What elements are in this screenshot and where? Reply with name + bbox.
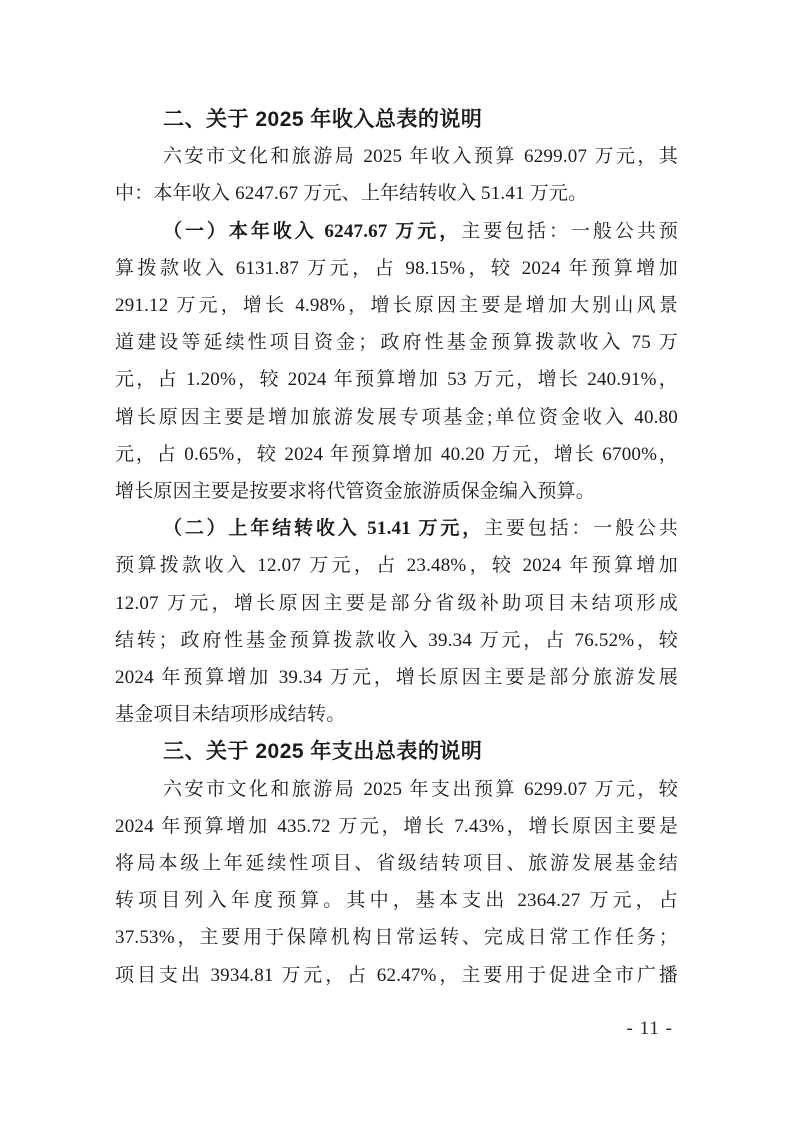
- text-line: [115, 808, 678, 845]
- text-line: [115, 175, 678, 212]
- expenditure-summary-paragraph: [115, 771, 678, 994]
- heading-line: [115, 733, 678, 770]
- body-text: 六安市文化和旅游局 2025 年收入预算 6299.07 万元，其: [163, 146, 678, 168]
- text-line: [115, 845, 678, 882]
- body-text: 12.07 万元，增长原因主要是部分省级补助项目未结项形成: [115, 592, 678, 614]
- body-text: 2024 年预算增加 435.72 万元，增长 7.43%，增长原因主要是: [115, 815, 678, 837]
- body-text: 将局本级上年延续性项目、省级结转项目、旅游发展基金结: [115, 853, 678, 875]
- body-text: 增长原因主要是按要求将代管资金旅游质保金编入预算。: [115, 481, 596, 503]
- bold-lead-text: （二）上年结转收入 51.41 万元，: [163, 518, 485, 540]
- bold-lead-text: 三、关于 2025 年支出总表的说明: [163, 740, 483, 764]
- text-line: [115, 659, 678, 696]
- text-line: [115, 436, 678, 473]
- text-line: [115, 510, 678, 547]
- body-text: 2024 年预算增加 39.34 万元，增长原因主要是部分旅游发展: [115, 667, 678, 689]
- text-line: [115, 957, 678, 994]
- body-text: 主要包括：一般公共预: [461, 220, 678, 242]
- body-text: 结转；政府性基金预算拨款收入 39.34 万元，占 76.52%，较: [115, 629, 678, 651]
- bold-lead-text: 二、关于 2025 年收入总表的说明: [163, 108, 483, 131]
- body-text: 算拨款收入 6131.87 万元，占 98.15%，较 2024 年预算增加: [115, 257, 678, 279]
- carryover-income-paragraph: [115, 510, 678, 733]
- body-text: 六安市文化和旅游局 2025 年支出预算 6299.07 万元，较: [163, 778, 678, 800]
- text-line: [115, 882, 678, 919]
- text-line: [115, 213, 678, 250]
- body-text: 转项目列入年度预算。其中，基本支出 2364.27 万元，占: [115, 890, 678, 912]
- text-line: [115, 547, 678, 584]
- section-heading-expenditure: [115, 733, 678, 770]
- bold-lead-text: （一）本年收入 6247.67 万元，: [163, 220, 462, 242]
- body-text: 主要包括：一般公共: [484, 518, 678, 540]
- text-line: [115, 771, 678, 808]
- body-text: 291.12 万元，增长 4.98%，增长原因主要是增加大别山风景: [115, 295, 678, 317]
- text-line: [115, 324, 678, 361]
- text-line: [115, 473, 678, 510]
- body-text: 道建设等延续性项目资金；政府性基金预算拨款收入 75 万: [115, 332, 678, 354]
- text-line: [115, 696, 678, 733]
- text-line: [115, 361, 678, 398]
- body-text: 项目支出 3934.81 万元，占 62.47%，主要用于促进全市广播: [115, 964, 678, 986]
- text-line: [115, 399, 678, 436]
- body-text: 增长原因主要是增加旅游发展专项基金;单位资金收入 40.80: [115, 406, 678, 428]
- heading-line: [115, 101, 678, 138]
- income-summary-paragraph: [115, 138, 678, 212]
- document-body: [115, 101, 678, 994]
- text-line: [115, 250, 678, 287]
- body-text: 37.53%，主要用于保障机构日常运转、完成日常工作任务；: [115, 927, 678, 949]
- text-line: [115, 622, 678, 659]
- body-text: 元，占 1.20%，较 2024 年预算增加 53 万元，增长 240.91%，: [115, 369, 678, 391]
- current-year-income-paragraph: [115, 213, 678, 511]
- body-text: 中：本年收入 6247.67 万元、上年结转收入 51.41 万元。: [115, 183, 588, 205]
- text-line: [115, 919, 678, 956]
- page-number: - 11 -: [626, 1018, 673, 1039]
- section-heading-income: [115, 101, 678, 138]
- body-text: 元，占 0.65%，较 2024 年预算增加 40.20 万元，增长 6700%，: [115, 443, 678, 465]
- text-line: [115, 138, 678, 175]
- body-text: 预算拨款收入 12.07 万元，占 23.48%，较 2024 年预算增加: [115, 555, 678, 577]
- text-line: [115, 287, 678, 324]
- body-text: 基金项目未结项形成结转。: [115, 704, 346, 726]
- text-line: [115, 585, 678, 622]
